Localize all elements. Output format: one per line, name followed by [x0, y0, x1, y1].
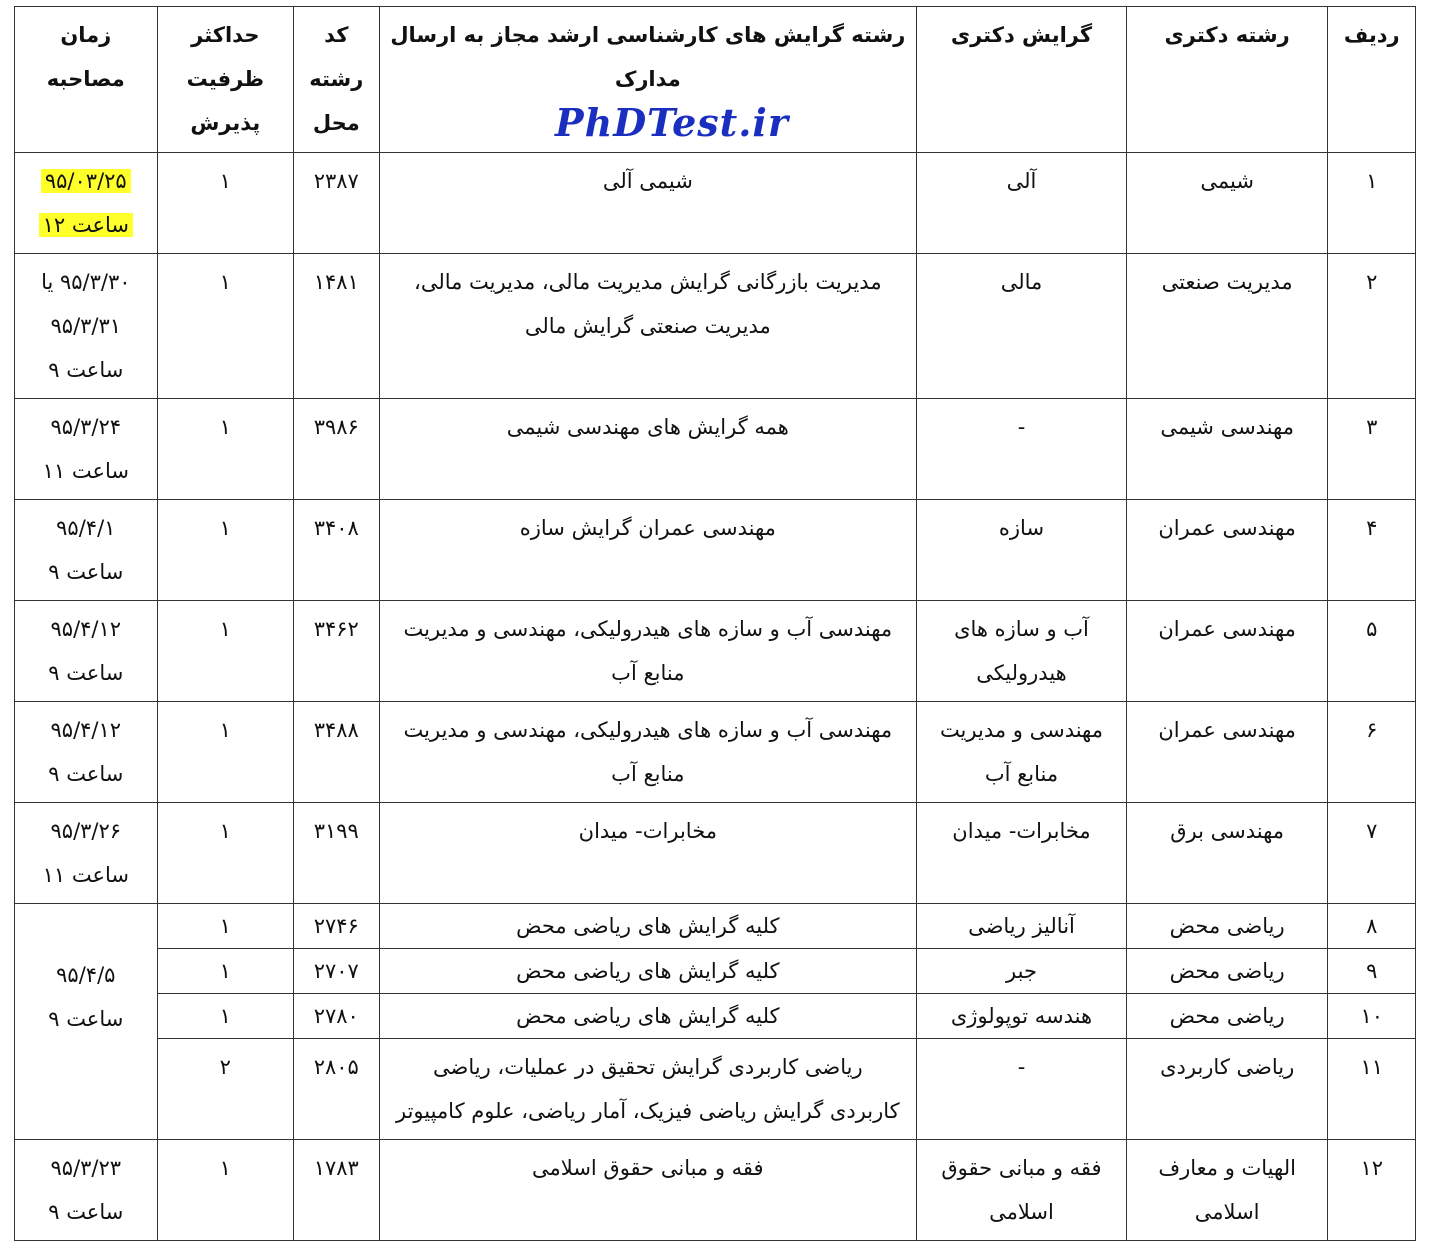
interview-time: ۹۵/۴/۱۲ ساعت ۹: [15, 702, 158, 803]
phd-trend: آنالیز ریاضی: [917, 904, 1127, 949]
watermark-logo: PhDTest.ir: [555, 100, 789, 145]
admission-table: [14, 6, 1416, 1241]
header-capacity: حداکثر ظرفیت پذیرش: [157, 7, 293, 153]
highlighted-hour: ساعت ۱۲: [39, 213, 133, 237]
table-row: [15, 1140, 1416, 1241]
allowed-masters: کلیه گرایش های ریاضی محض: [379, 949, 917, 994]
field-code: ۲۷۸۰: [294, 994, 380, 1039]
interview-time: ۹۵/۳/۳۰ یا ۹۵/۳/۳۱ ساعت ۹: [15, 254, 158, 399]
field-code: ۳۴۸۸: [294, 702, 380, 803]
capacity: ۲: [157, 1039, 293, 1140]
phd-trend: مالی: [917, 254, 1127, 399]
field-code: ۳۴۰۸: [294, 500, 380, 601]
phd-field: ریاضی محض: [1126, 949, 1328, 994]
allowed-masters: فقه و مبانی حقوق اسلامی: [379, 1140, 917, 1241]
row-index: ۴: [1328, 500, 1416, 601]
field-code: ۳۴۶۲: [294, 601, 380, 702]
phd-field: شیمی: [1126, 153, 1328, 254]
phd-trend: هندسه توپولوژی: [917, 994, 1127, 1039]
capacity: ۱: [157, 904, 293, 949]
allowed-masters: ریاضی کاربردی گرایش تحقیق در عملیات، ریاضی کاربردی گرایش ریاضی فیزیک، آمار ریاضی، علوم کامپیوتر: [379, 1039, 917, 1140]
phd-field: ریاضی محض: [1126, 904, 1328, 949]
allowed-masters: مهندسی آب و سازه های هیدرولیکی، مهندسی و مدیریت منابع آب: [379, 702, 917, 803]
field-code: ۲۷۴۶: [294, 904, 380, 949]
phd-field: مهندسی عمران: [1126, 601, 1328, 702]
allowed-masters: مدیریت بازرگانی گرایش مدیریت مالی، مدیریت مالی، مدیریت صنعتی گرایش مالی: [379, 254, 917, 399]
phd-field: الهیات و معارف اسلامی: [1126, 1140, 1328, 1241]
phd-trend: مخابرات- میدان: [917, 803, 1127, 904]
field-code: ۱۷۸۳: [294, 1140, 380, 1241]
allowed-masters: مهندسی آب و سازه های هیدرولیکی، مهندسی و مدیریت منابع آب: [379, 601, 917, 702]
phd-field: مهندسی عمران: [1126, 500, 1328, 601]
interview-time: ۹۵/۳/۲۴ ساعت ۱۱: [15, 399, 158, 500]
phd-trend: سازه: [917, 500, 1127, 601]
capacity: ۱: [157, 702, 293, 803]
capacity: ۱: [157, 500, 293, 601]
table-row: [15, 702, 1416, 803]
interview-time: ۹۵/۳/۲۶ ساعت ۱۱: [15, 803, 158, 904]
field-code: ۲۸۰۵: [294, 1039, 380, 1140]
phd-trend: آب و سازه های هیدرولیکی: [917, 601, 1127, 702]
phd-trend: فقه و مبانی حقوق اسلامی: [917, 1140, 1127, 1241]
phd-field: مهندسی شیمی: [1126, 399, 1328, 500]
field-code: ۱۴۸۱: [294, 254, 380, 399]
row-index: ۵: [1328, 601, 1416, 702]
highlighted-date: ۹۵/۰۳/۲۵: [41, 169, 131, 193]
phd-field: مهندسی برق: [1126, 803, 1328, 904]
row-index: ۳: [1328, 399, 1416, 500]
allowed-masters: همه گرایش های مهندسی شیمی: [379, 399, 917, 500]
row-index: ۲: [1328, 254, 1416, 399]
row-index: ۶: [1328, 702, 1416, 803]
interview-time: ۹۵/۴/۱۲ ساعت ۹: [15, 601, 158, 702]
capacity: ۱: [157, 601, 293, 702]
field-code: ۲۷۰۷: [294, 949, 380, 994]
table-row: [15, 500, 1416, 601]
row-index: ۹: [1328, 949, 1416, 994]
header-allowed-masters: رشته گرایش های کارشناسی ارشد مجاز به ارسال مدارک: [379, 7, 917, 153]
phd-field: ریاضی کاربردی: [1126, 1039, 1328, 1140]
row-index: ۱: [1328, 153, 1416, 254]
interview-time: [15, 153, 158, 254]
header-phd-trend: گرایش دکتری: [917, 7, 1127, 153]
field-code: ۳۱۹۹: [294, 803, 380, 904]
table-row: [15, 254, 1416, 399]
phd-field: مهندسی عمران: [1126, 702, 1328, 803]
phd-trend: -: [917, 399, 1127, 500]
capacity: ۱: [157, 803, 293, 904]
row-index: ۱۰: [1328, 994, 1416, 1039]
allowed-masters: کلیه گرایش های ریاضی محض: [379, 904, 917, 949]
interview-time: ۹۵/۴/۱ ساعت ۹: [15, 500, 158, 601]
table-row: [15, 803, 1416, 904]
allowed-masters: مهندسی عمران گرایش سازه: [379, 500, 917, 601]
row-index: ۸: [1328, 904, 1416, 949]
allowed-masters: شیمی آلی: [379, 153, 917, 254]
phd-field: ریاضی محض: [1126, 994, 1328, 1039]
header-row-index: ردیف: [1328, 7, 1416, 153]
allowed-masters: مخابرات- میدان: [379, 803, 917, 904]
header-code: کد رشته محل: [294, 7, 380, 153]
phd-trend: آلی: [917, 153, 1127, 254]
table-row: [15, 904, 1416, 949]
table-row: [15, 994, 1416, 1039]
table-row: [15, 399, 1416, 500]
phd-trend: مهندسی و مدیریت منابع آب: [917, 702, 1127, 803]
phd-trend: جبر: [917, 949, 1127, 994]
field-code: ۲۳۸۷: [294, 153, 380, 254]
capacity: ۱: [157, 254, 293, 399]
table-row: [15, 601, 1416, 702]
table-row: [15, 153, 1416, 254]
table-row: [15, 1039, 1416, 1140]
row-index: ۱۱: [1328, 1039, 1416, 1140]
field-code: ۳۹۸۶: [294, 399, 380, 500]
capacity: ۱: [157, 1140, 293, 1241]
phd-trend: -: [917, 1039, 1127, 1140]
capacity: ۱: [157, 994, 293, 1039]
table-row: [15, 949, 1416, 994]
capacity: ۱: [157, 949, 293, 994]
allowed-masters: کلیه گرایش های ریاضی محض: [379, 994, 917, 1039]
capacity: ۱: [157, 399, 293, 500]
header-interview-time: زمان مصاحبه: [15, 7, 158, 153]
row-index: ۱۲: [1328, 1140, 1416, 1241]
interview-time: ۹۵/۳/۲۳ ساعت ۹: [15, 1140, 158, 1241]
capacity: ۱: [157, 153, 293, 254]
interview-time-shared: ۹۵/۴/۵ ساعت ۹: [15, 904, 158, 1140]
row-index: ۷: [1328, 803, 1416, 904]
phd-field: مدیریت صنعتی: [1126, 254, 1328, 399]
header-phd-field: رشته دکتری: [1126, 7, 1328, 153]
